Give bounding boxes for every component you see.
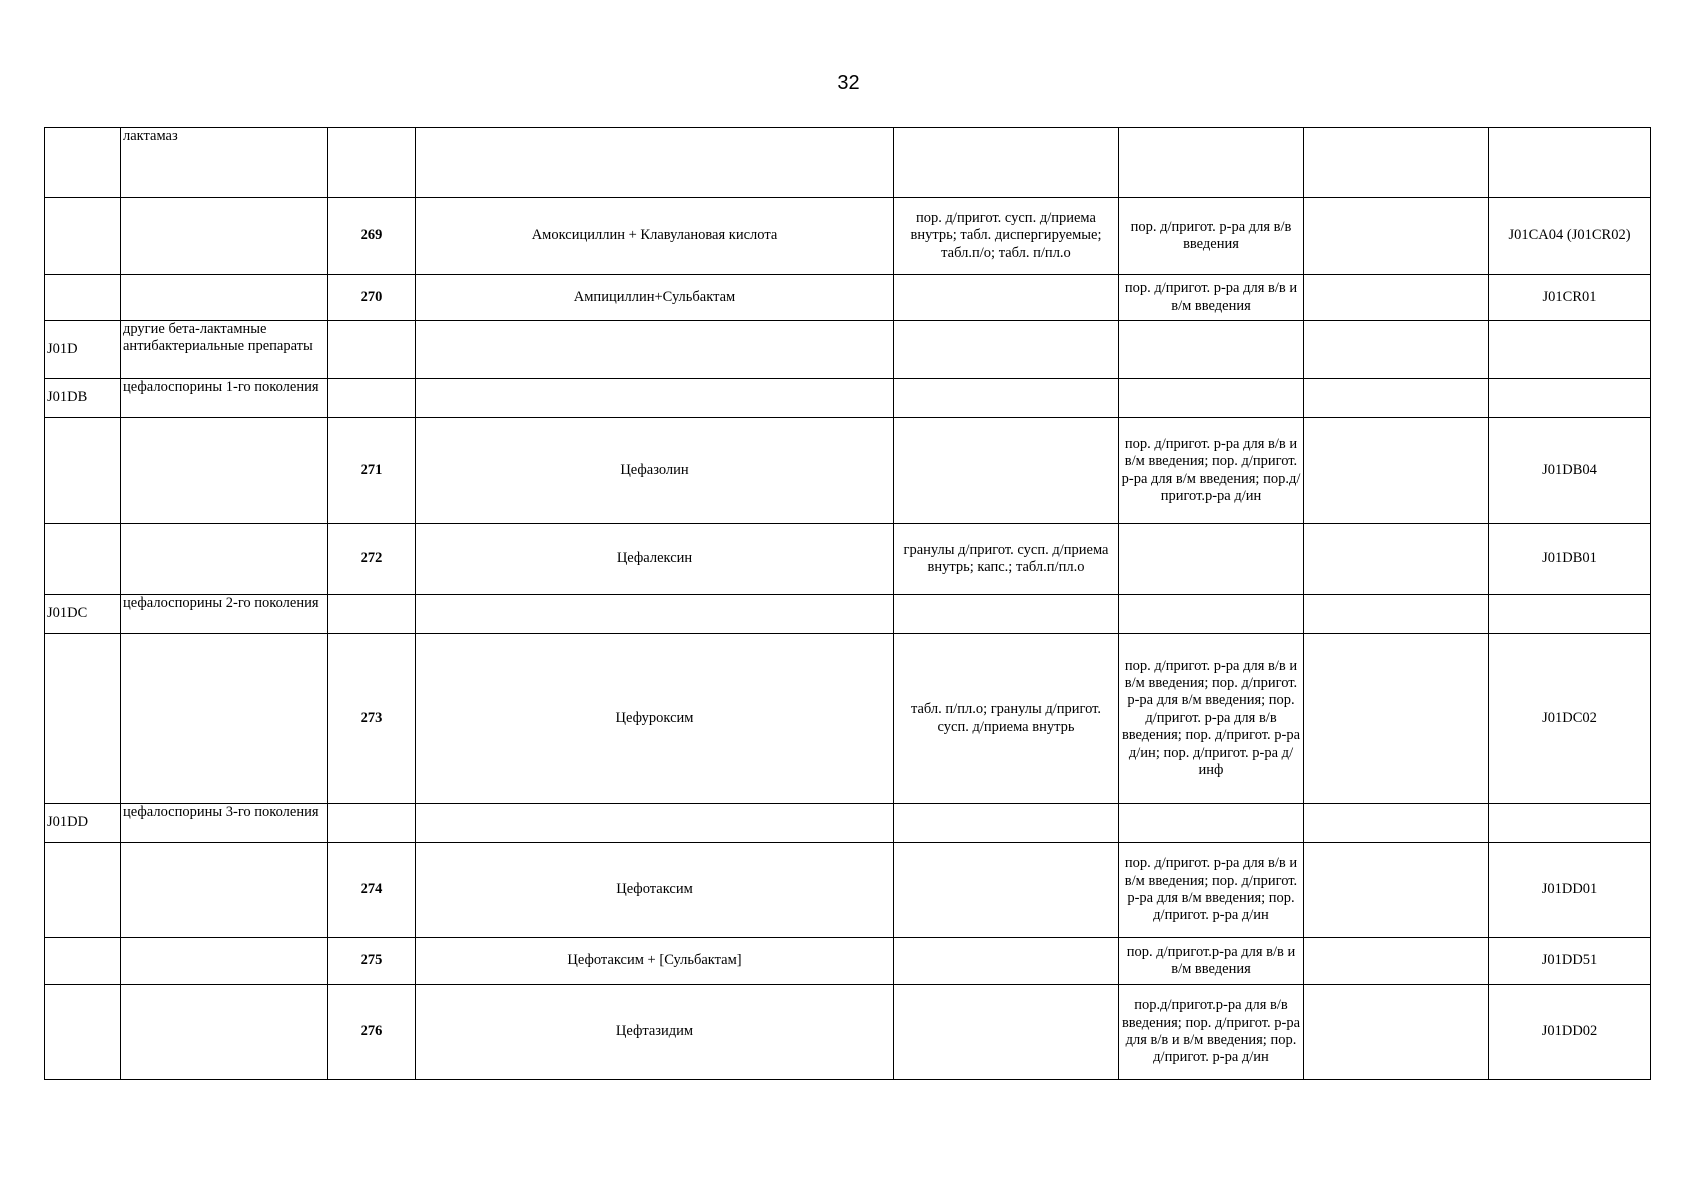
atc-group-name: цефалоспорины 3-го поколения xyxy=(121,804,328,843)
oral-dosage-form: гранулы д/пригот. сусп. д/приема внутрь; капс.; табл.п/пл.о xyxy=(894,524,1119,595)
atc-group-code xyxy=(45,634,121,804)
drug-name: Цефуроксим xyxy=(416,634,894,804)
atc-group-code xyxy=(45,418,121,524)
atc-code-cell xyxy=(1489,321,1651,379)
number-cell xyxy=(328,595,416,634)
atc-code: J01DD02 xyxy=(1489,985,1651,1080)
drug-name: Цефотаксим + [Сульбактам] xyxy=(416,938,894,985)
group-row xyxy=(45,128,1651,198)
other-form-cell xyxy=(1304,321,1489,379)
oral-form-cell xyxy=(894,804,1119,843)
injection-dosage-form: пор. д/пригот. р-ра для в/в и в/м введения xyxy=(1119,275,1304,321)
injection-dosage-form: пор. д/пригот. р-ра для в/в и в/м введения; пор. д/пригот. р-ра для в/м введения; пор. д/пригот. р-ра для в/в введения; пор. д/пригот. р-ра д/ин; пор. д/пригот. р-ра д/инф xyxy=(1119,634,1304,804)
atc-group-code xyxy=(45,275,121,321)
group-row xyxy=(45,804,1651,843)
other-form-cell xyxy=(1304,804,1489,843)
oral-dosage-form xyxy=(894,938,1119,985)
drug-name-cell xyxy=(416,321,894,379)
atc-code: J01DB01 xyxy=(1489,524,1651,595)
atc-code: J01DB04 xyxy=(1489,418,1651,524)
drug-name: Цефазолин xyxy=(416,418,894,524)
atc-group-code xyxy=(45,938,121,985)
drug-row xyxy=(45,524,1651,595)
drug-row xyxy=(45,985,1651,1080)
drug-name-cell xyxy=(416,595,894,634)
number-cell xyxy=(328,128,416,198)
injection-form-cell xyxy=(1119,128,1304,198)
injection-form-cell xyxy=(1119,804,1304,843)
other-dosage-form xyxy=(1304,275,1489,321)
atc-group-code: J01DD xyxy=(45,804,121,843)
oral-dosage-form: пор. д/пригот. сусп. д/приема внутрь; табл. диспергируемые; табл.п/о; табл. п/пл.о xyxy=(894,198,1119,275)
oral-dosage-form xyxy=(894,275,1119,321)
drug-name: Амоксициллин + Клавулановая кислота xyxy=(416,198,894,275)
drug-name: Цефтазидим xyxy=(416,985,894,1080)
atc-group-name: цефалоспорины 2-го поколения xyxy=(121,595,328,634)
oral-dosage-form: табл. п/пл.о; гранулы д/пригот. сусп. д/приема внутрь xyxy=(894,634,1119,804)
atc-group-name xyxy=(121,634,328,804)
atc-group-code: J01DC xyxy=(45,595,121,634)
atc-code: J01DD51 xyxy=(1489,938,1651,985)
other-dosage-form xyxy=(1304,418,1489,524)
drug-list-table xyxy=(44,127,1651,1080)
drug-name: Цефотаксим xyxy=(416,843,894,938)
drug-name: Ампициллин+Сульбактам xyxy=(416,275,894,321)
atc-code: J01DC02 xyxy=(1489,634,1651,804)
drug-row xyxy=(45,418,1651,524)
injection-dosage-form: пор. д/пригот. р-ра для в/в введения xyxy=(1119,198,1304,275)
drug-row xyxy=(45,275,1651,321)
drug-row xyxy=(45,843,1651,938)
atc-group-name: другие бета-лактамные антибактериальные препараты xyxy=(121,321,328,379)
atc-code-cell xyxy=(1489,804,1651,843)
drug-number: 275 xyxy=(328,938,416,985)
page-number: 32 xyxy=(837,72,860,94)
drug-number: 272 xyxy=(328,524,416,595)
drug-number: 271 xyxy=(328,418,416,524)
oral-dosage-form xyxy=(894,843,1119,938)
group-row xyxy=(45,379,1651,418)
atc-group-name xyxy=(121,524,328,595)
injection-dosage-form: пор.д/пригот.р-ра для в/в введения; пор. д/пригот. р-ра для в/в и в/м введения; пор. д/пригот. р-ра д/ин xyxy=(1119,985,1304,1080)
atc-group-code xyxy=(45,985,121,1080)
drug-row xyxy=(45,634,1651,804)
oral-dosage-form xyxy=(894,985,1119,1080)
atc-code-cell xyxy=(1489,128,1651,198)
oral-form-cell xyxy=(894,321,1119,379)
drug-name-cell xyxy=(416,128,894,198)
atc-group-code xyxy=(45,843,121,938)
atc-code: J01DD01 xyxy=(1489,843,1651,938)
atc-group-name xyxy=(121,985,328,1080)
injection-dosage-form: пор. д/пригот.р-ра для в/в и в/м введения xyxy=(1119,938,1304,985)
atc-code: J01CA04 (J01CR02) xyxy=(1489,198,1651,275)
injection-form-cell xyxy=(1119,321,1304,379)
injection-dosage-form xyxy=(1119,524,1304,595)
atc-group-code xyxy=(45,524,121,595)
oral-form-cell xyxy=(894,379,1119,418)
other-dosage-form xyxy=(1304,985,1489,1080)
other-dosage-form xyxy=(1304,843,1489,938)
injection-dosage-form: пор. д/пригот. р-ра для в/в и в/м введения; пор. д/пригот. р-ра для в/м введения; пор.д/пригот.р-ра д/ин xyxy=(1119,418,1304,524)
atc-group-code: J01DB xyxy=(45,379,121,418)
other-form-cell xyxy=(1304,379,1489,418)
injection-form-cell xyxy=(1119,379,1304,418)
atc-group-name xyxy=(121,938,328,985)
number-cell xyxy=(328,321,416,379)
oral-dosage-form xyxy=(894,418,1119,524)
atc-group-name xyxy=(121,275,328,321)
number-cell xyxy=(328,804,416,843)
atc-code: J01CR01 xyxy=(1489,275,1651,321)
drug-name-cell xyxy=(416,379,894,418)
drug-number: 273 xyxy=(328,634,416,804)
number-cell xyxy=(328,379,416,418)
atc-group-name xyxy=(121,198,328,275)
table-body xyxy=(45,128,1651,1080)
drug-row xyxy=(45,938,1651,985)
oral-form-cell xyxy=(894,595,1119,634)
injection-dosage-form: пор. д/пригот. р-ра для в/в и в/м введения; пор. д/пригот. р-ра для в/м введения; пор. д/пригот. р-ра д/ин xyxy=(1119,843,1304,938)
drug-name-cell xyxy=(416,804,894,843)
other-dosage-form xyxy=(1304,938,1489,985)
drug-number: 276 xyxy=(328,985,416,1080)
group-row xyxy=(45,321,1651,379)
drug-row xyxy=(45,198,1651,275)
other-form-cell xyxy=(1304,128,1489,198)
drug-number: 270 xyxy=(328,275,416,321)
drug-name: Цефалексин xyxy=(416,524,894,595)
atc-group-name: цефалоспорины 1-го поколения xyxy=(121,379,328,418)
atc-group-code: J01D xyxy=(45,321,121,379)
other-form-cell xyxy=(1304,595,1489,634)
other-dosage-form xyxy=(1304,198,1489,275)
drug-number: 269 xyxy=(328,198,416,275)
other-dosage-form xyxy=(1304,634,1489,804)
oral-form-cell xyxy=(894,128,1119,198)
atc-group-code xyxy=(45,198,121,275)
atc-code-cell xyxy=(1489,595,1651,634)
atc-group-name xyxy=(121,418,328,524)
drug-number: 274 xyxy=(328,843,416,938)
atc-group-name: лактамаз xyxy=(121,128,328,198)
atc-code-cell xyxy=(1489,379,1651,418)
group-row xyxy=(45,595,1651,634)
atc-group-name xyxy=(121,843,328,938)
atc-group-code xyxy=(45,128,121,198)
other-dosage-form xyxy=(1304,524,1489,595)
injection-form-cell xyxy=(1119,595,1304,634)
